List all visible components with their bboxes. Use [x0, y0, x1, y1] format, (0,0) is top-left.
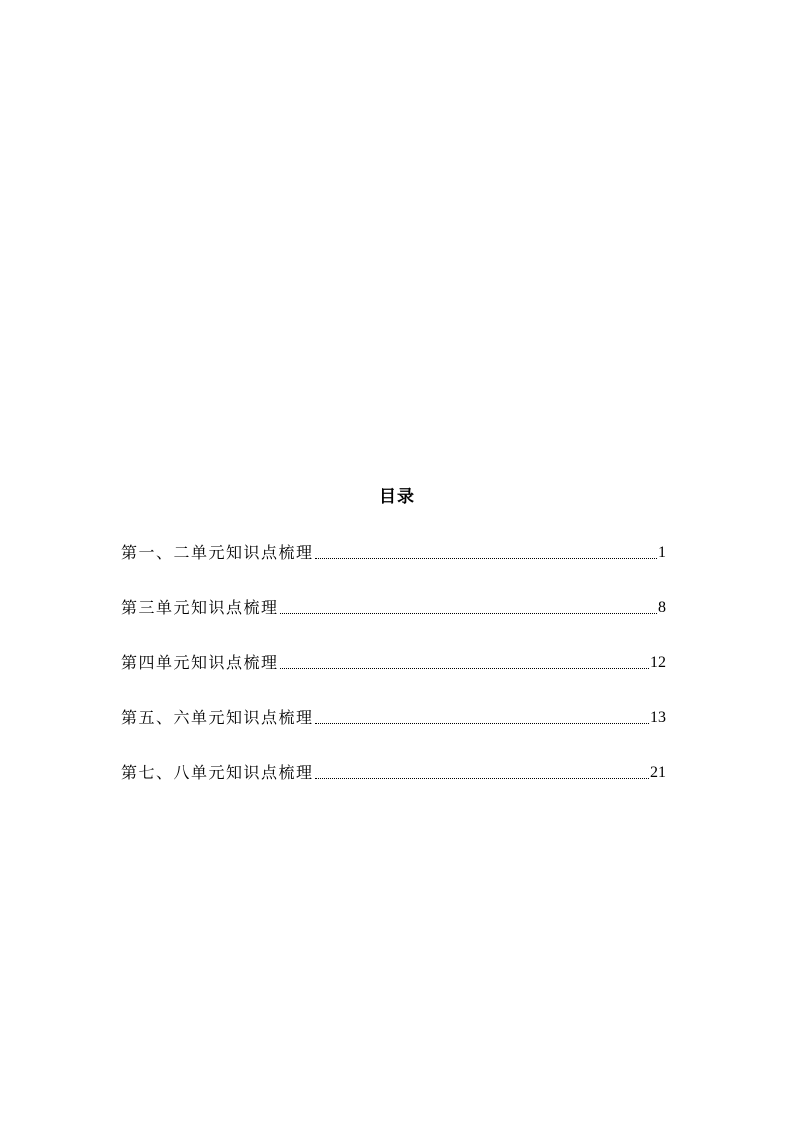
- toc-entry-text: 第七、八单元知识点梳理: [121, 763, 314, 782]
- toc-entry-text: 第三单元知识点梳理: [121, 598, 279, 617]
- toc-dot-leader: [315, 723, 649, 724]
- table-of-contents: [121, 540, 666, 815]
- toc-page-number: 8: [658, 599, 666, 616]
- toc-page-number: 12: [650, 654, 666, 671]
- toc-entry-unit-7-8[interactable]: [121, 760, 666, 786]
- toc-entry-unit-5-6[interactable]: [121, 705, 666, 731]
- toc-entry-unit-1-2[interactable]: [121, 540, 666, 566]
- toc-entry-unit-4[interactable]: [121, 650, 666, 676]
- toc-page-number: 13: [650, 709, 666, 726]
- toc-page-number: 1: [658, 544, 666, 561]
- toc-dot-leader: [315, 558, 657, 559]
- toc-entry-text: 第五、六单元知识点梳理: [121, 708, 314, 727]
- toc-entry-text: 第一、二单元知识点梳理: [121, 543, 314, 562]
- toc-dot-leader: [280, 668, 649, 669]
- toc-entry-unit-3[interactable]: [121, 595, 666, 621]
- toc-page-number: 21: [650, 764, 666, 781]
- toc-entry-text: 第四单元知识点梳理: [121, 653, 279, 672]
- toc-dot-leader: [280, 613, 657, 614]
- toc-title: 目录: [379, 487, 415, 507]
- toc-dot-leader: [315, 778, 649, 779]
